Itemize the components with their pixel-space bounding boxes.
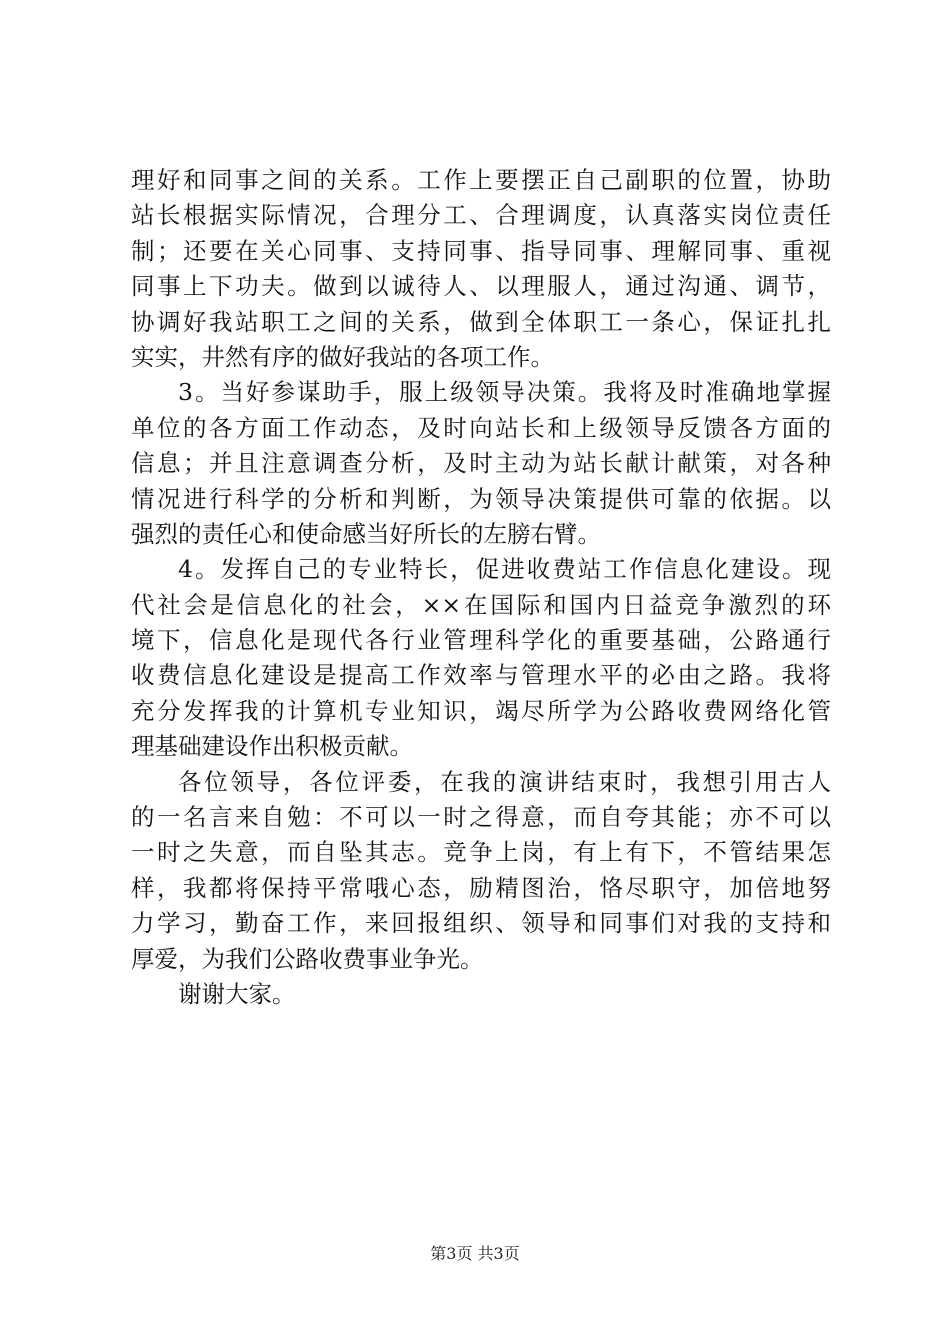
text-line: 强烈的责任心和使命感当好所长的左膀右臂。 bbox=[131, 519, 601, 548]
text-line: 3。当好参谋助手，服上级领导决策。我将及时准确地掌握 bbox=[178, 378, 831, 407]
text-line: 厚爱，为我们公路收费事业争光。 bbox=[131, 944, 484, 973]
text-line: 4。发挥自己的专业特长，促进收费站工作信息化建设。现 bbox=[178, 555, 831, 584]
text-line: 协调好我站职工之间的关系，做到全体职工一条心，保证扎扎 bbox=[131, 307, 831, 336]
page-number-footer: 第3页 共3页 bbox=[430, 1244, 520, 1263]
text-line: 站长根据实际情况，合理分工、合理调度，认真落实岗位责任 bbox=[131, 201, 831, 230]
text-line: 收费信息化建设是提高工作效率与管理水平的必由之路。我将 bbox=[131, 661, 831, 690]
text-line: 一时之失意，而自坠其志。竞争上岗，有上有下，不管结果怎 bbox=[131, 838, 831, 867]
text-line: 各位领导，各位评委，在我的演讲结束时，我想引用古人 bbox=[178, 767, 831, 796]
document-body bbox=[131, 163, 831, 1012]
text-line: 情况进行科学的分析和判断，为领导决策提供可靠的依据。以 bbox=[131, 484, 831, 513]
text-line: 理好和同事之间的关系。工作上要摆正自己副职的位置，协助 bbox=[131, 166, 831, 194]
text-line: 充分发挥我的计算机专业知识，竭尽所学为公路收费网络化管 bbox=[131, 696, 831, 725]
text-line: 同事上下功夫。做到以诚待人、以理服人，通过沟通、调节， bbox=[131, 272, 831, 301]
text-line: 单位的各方面工作动态，及时向站长和上级领导反馈各方面的 bbox=[131, 413, 831, 442]
text-line: 实实，井然有序的做好我站的各项工作。 bbox=[131, 342, 554, 371]
text-line: 代社会是信息化的社会，××在国际和国内日益竞争激烈的环 bbox=[131, 590, 831, 619]
text-line: 信息；并且注意调查分析，及时主动为站长献计献策，对各种 bbox=[131, 449, 831, 478]
text-line: 理基础建设作出积极贡献。 bbox=[131, 732, 413, 761]
text-line: 的一名言来自勉：不可以一时之得意，而自夸其能；亦不可以 bbox=[131, 803, 831, 832]
text-line: 谢谢大家。 bbox=[178, 979, 296, 1008]
text-line: 制；还要在关心同事、支持同事、指导同事、理解同事、重视 bbox=[131, 236, 831, 265]
text-line: 境下，信息化是现代各行业管理科学化的重要基础，公路通行 bbox=[131, 626, 831, 655]
text-line: 样，我都将保持平常哦心态，励精图治，恪尽职守，加倍地努 bbox=[131, 873, 831, 902]
text-line: 力学习，勤奋工作，来回报组织、领导和同事们对我的支持和 bbox=[131, 909, 831, 938]
